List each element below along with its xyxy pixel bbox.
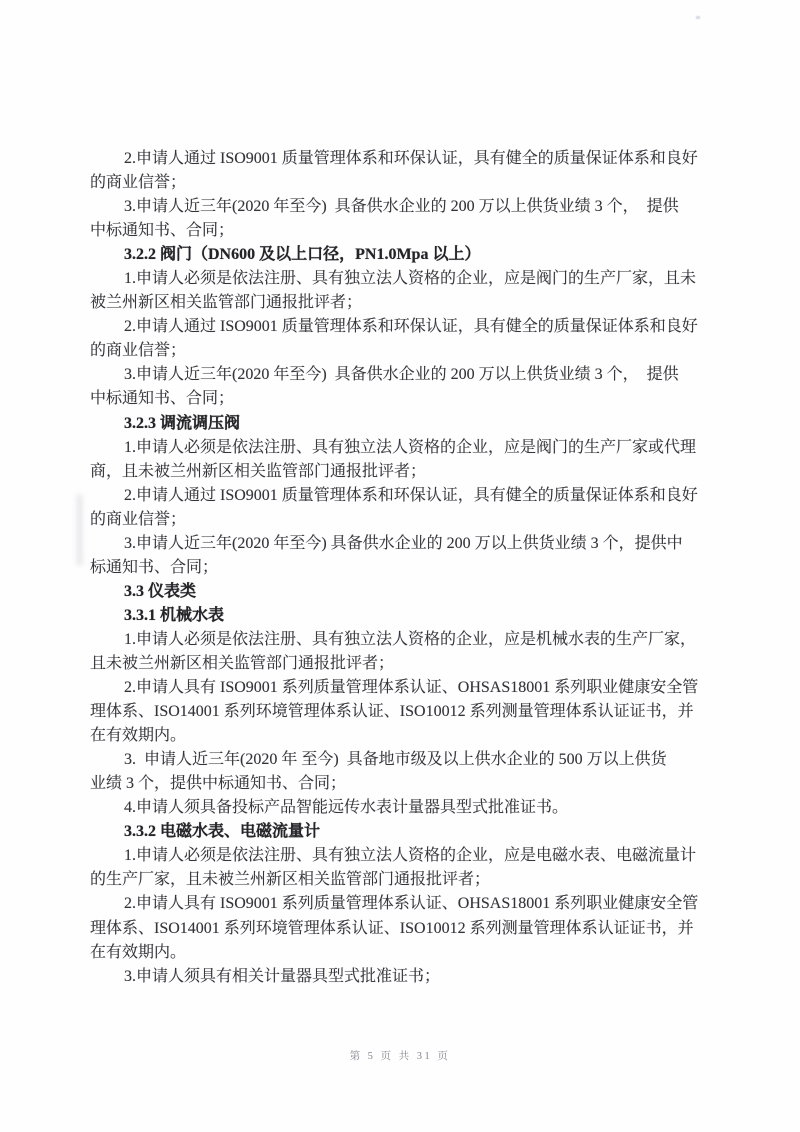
text-line: 的商业信誉；	[90, 174, 187, 192]
scan-artifact-smudge	[76, 494, 83, 566]
section-heading: 3.3.2 电磁水表、电磁流量计	[124, 823, 321, 841]
text-line: 2.申请人具有 ISO9001 系列质量管理体系认证、OHSAS18001 系列职业健康安全管	[124, 679, 699, 697]
text-line: 1.申请人必须是依法注册、具有独立法人资格的企业，应是阀门的生产厂家或代理	[124, 438, 697, 456]
text-line: 2.申请人具有 ISO9001 系列质量管理体系认证、OHSAS18001 系列职业健康安全管	[124, 895, 699, 913]
text-line: 商，且未被兰州新区相关监管部门通报批评者；	[90, 462, 427, 480]
text-line: 4.申请人须具备投标产品智能远传水表计量器具型式批准证书。	[124, 799, 569, 817]
section-heading: 3.3 仪表类	[124, 582, 197, 600]
text-line: 3.申请人近三年(2020 年至今) 具备供水企业的 200 万以上供货业绩 3 个， 提供	[124, 366, 679, 384]
scan-artifact-dot	[696, 16, 700, 19]
section-heading: 3.3.1 机械水表	[124, 606, 225, 624]
text-line: 3.申请人须具有相关计量器具型式批准证书；	[124, 967, 441, 985]
text-line: 标通知书、合同；	[90, 558, 219, 576]
document-body	[90, 147, 718, 989]
text-line: 中标通知书、合同；	[90, 222, 235, 240]
text-line: 中标通知书、合同；	[90, 390, 235, 408]
section-heading: 3.2.3 调流调压阀	[124, 414, 241, 432]
text-line: 2.申请人通过 ISO9001 质量管理体系和环保认证，具有健全的质量保证体系和良好	[124, 318, 698, 336]
text-line: 的商业信誉；	[90, 510, 187, 528]
text-line: 1.申请人必须是依法注册、具有独立法人资格的企业，应是阀门的生产厂家，且未	[124, 270, 697, 288]
text-line: 3.申请人近三年(2020 年至今) 具备供水企业的 200 万以上供货业绩 3 个， 提供	[124, 198, 679, 216]
text-line: 2.申请人通过 ISO9001 质量管理体系和环保认证，具有健全的质量保证体系和良好	[124, 486, 698, 504]
text-line: 且未被兰州新区相关监管部门通报批评者；	[90, 654, 395, 672]
text-line: 3.申请人近三年(2020 年至今) 具备供水企业的 200 万以上供货业绩 3 个，提供中	[124, 534, 683, 552]
text-line: 2.申请人通过 ISO9001 质量管理体系和环保认证，具有健全的质量保证体系和良好	[124, 150, 698, 167]
text-line: 3. 申请人近三年(2020 年 至今) 具备地市级及以上供水企业的 500 万以上供货	[124, 751, 667, 769]
text-line: 1.申请人必须是依法注册、具有独立法人资格的企业，应是机械水表的生产厂家，	[124, 630, 697, 648]
text-line: 的商业信誉；	[90, 342, 187, 360]
page-footer: 第 5 页 共 31 页	[349, 1051, 451, 1062]
text-line: 理体系、ISO14001 系列环境管理体系认证、ISO10012 系列测量管理体系认证证书，并	[90, 919, 694, 937]
text-line: 在有效期内。	[90, 727, 187, 745]
text-line: 业绩 3 个，提供中标通知书、合同；	[90, 775, 347, 793]
text-line: 在有效期内。	[90, 943, 187, 961]
section-heading: 3.2.2 阀门（DN600 及以上口径，PN1.0Mpa 以上）	[124, 246, 481, 264]
text-line: 1.申请人必须是依法注册、具有独立法人资格的企业，应是电磁水表、电磁流量计	[124, 847, 697, 865]
text-line: 理体系、ISO14001 系列环境管理体系认证、ISO10012 系列测量管理体系认证证书，并	[90, 703, 694, 721]
text-line: 的生产厂家，且未被兰州新区相关监管部门通报批评者；	[90, 871, 491, 889]
text-line: 被兰州新区相关监管部门通报批评者；	[90, 294, 363, 312]
